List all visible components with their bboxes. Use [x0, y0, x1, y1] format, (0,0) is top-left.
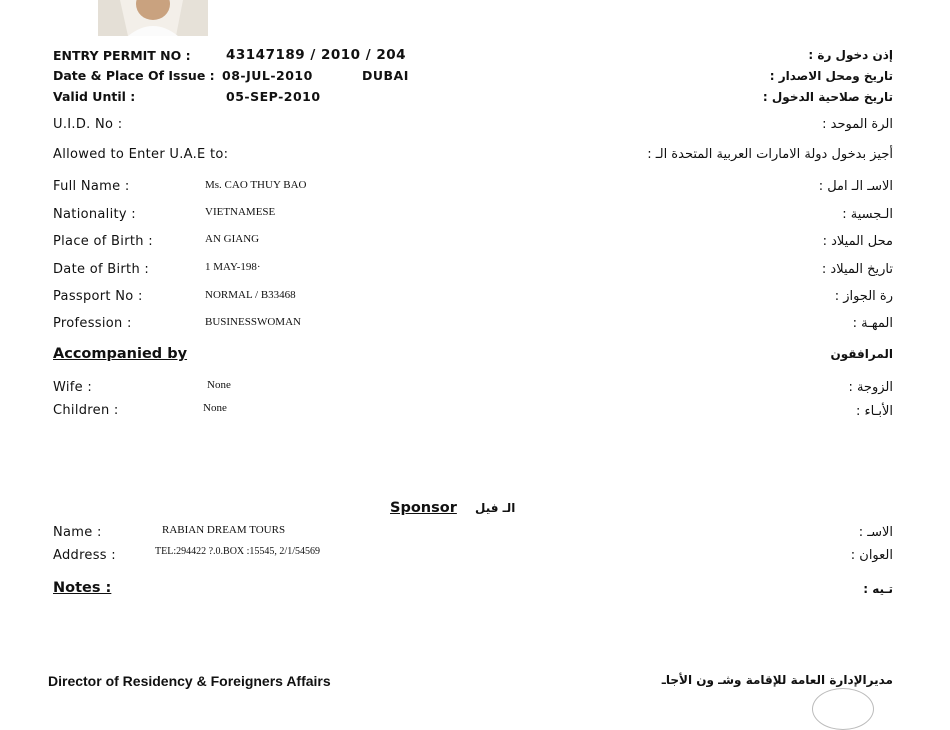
children-label: Children : [53, 403, 119, 418]
notes-label-ar: تـيه : [863, 582, 893, 596]
sponsor-address-value: TEL:294422 ?.0.BOX :15545, 2/1/54569 [155, 546, 320, 557]
applicant-photo [98, 0, 208, 36]
nationality-label-ar: الـجسية : [842, 207, 893, 222]
sponsor-address-label: Address : [53, 548, 116, 563]
notes-label: Notes : [53, 580, 112, 596]
accompanied-heading: Accompanied by [53, 346, 188, 362]
sponsor-heading: Sponsor [390, 500, 457, 516]
sponsor-name-label-ar: الاسـ : [858, 525, 893, 540]
date-of-birth-label: Date of Birth : [53, 262, 150, 277]
allowed-label-ar: أجيز بدخول دولة الامارات العربية المتحدة الـ : [647, 147, 893, 162]
children-value: None [203, 402, 227, 414]
passport-label: Passport No : [53, 289, 143, 304]
place-of-birth-label: Place of Birth : [53, 234, 153, 249]
passport-label-ar: رة الجواز : [834, 289, 893, 304]
issue-date: 08-JUL-2010 [222, 68, 313, 83]
allowed-label: Allowed to Enter U.A.E to: [53, 147, 229, 162]
valid-until-label-ar: تاريخ صلاحية الدخول : [762, 90, 893, 104]
director-title: Director of Residency & Foreigners Affairs [48, 673, 331, 689]
profession-value: BUSINESSWOMAN [205, 316, 301, 328]
valid-until-value: 05-SEP-2010 [226, 89, 321, 104]
sponsor-heading-ar: الـ فيل [475, 501, 516, 515]
uid-label: U.I.D. No : [53, 117, 123, 132]
issue-place: DUBAI [362, 68, 409, 83]
place-of-birth-value: AN GIANG [205, 233, 260, 245]
uid-label-ar: الرة الموحد : [822, 117, 893, 132]
entry-permit-value: 43147189 / 2010 / 204 [226, 47, 407, 63]
date-of-birth-value: 1 MAY-198· [205, 261, 261, 273]
accompanied-heading-ar: المرافقون [830, 347, 893, 361]
official-stamp [812, 688, 874, 730]
place-of-birth-label-ar: محل الميلاد : [822, 234, 893, 249]
passport-value: NORMAL / B33468 [205, 289, 296, 301]
issue-label-ar: تاريخ ومحل الاصدار : [769, 69, 893, 83]
full-name-label-ar: الاسـ الـ امل : [818, 179, 893, 194]
issue-label: Date & Place Of Issue : [53, 68, 215, 83]
entry-permit-label: ENTRY PERMIT NO : [53, 48, 191, 63]
wife-label: Wife : [53, 380, 93, 395]
sponsor-name-value: RABIAN DREAM TOURS [162, 524, 286, 536]
date-of-birth-label-ar: تاريخ الميلاد : [821, 262, 893, 277]
wife-label-ar: الزوجة : [848, 380, 893, 395]
director-title-ar: مديرالإدارة العامة للإقامة وشـ ون الأجاـ [661, 673, 893, 687]
wife-value: None [207, 379, 231, 391]
sponsor-address-label-ar: العوان : [850, 548, 893, 563]
nationality-label: Nationality : [53, 207, 136, 222]
valid-until-label: Valid Until : [53, 89, 136, 104]
full-name-label: Full Name : [53, 179, 130, 194]
entry-permit-label-ar: إذن دخول رة : [808, 48, 893, 62]
full-name-value: Ms. CAO THUY BAO [205, 179, 307, 191]
children-label-ar: الأبـاء : [855, 404, 893, 419]
sponsor-name-label: Name : [53, 525, 102, 540]
profession-label: Profession : [53, 316, 132, 331]
profession-label-ar: المهـة : [852, 316, 893, 331]
nationality-value: VIETNAMESE [205, 206, 276, 218]
